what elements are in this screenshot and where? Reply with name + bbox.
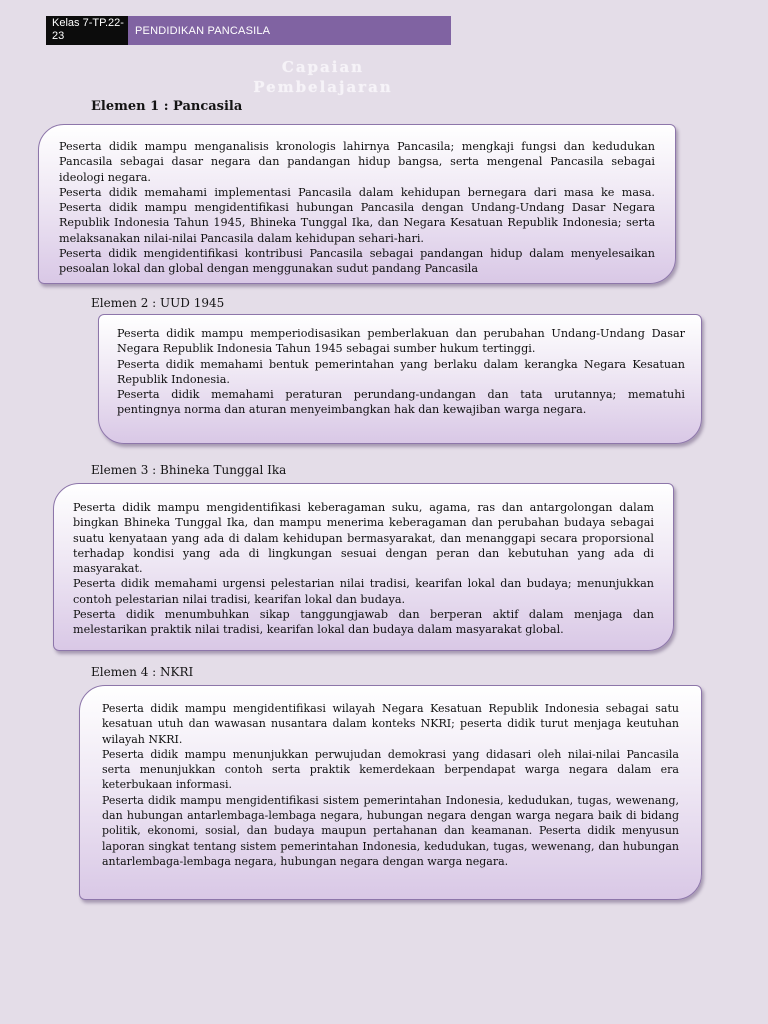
- element-3-box: [53, 483, 674, 651]
- element-2-paragraph: Peserta didik memahami bentuk pemerintahan yang berlaku dalam kerangka Negara Kesatuan Republik Indonesia.: [117, 357, 685, 386]
- element-1-paragraph: Peserta didik mampu menganalisis kronologis lahirnya Pancasila; mengkaji fungsi dan kedudukan Pancasila sebagai dasar negara dan pandangan hidup bangsa, serta mengenal Pancasila sebagai ideologi negara.: [59, 140, 655, 184]
- element-2-box: [98, 314, 702, 444]
- element-1-heading: Elemen 1 : Pancasila: [91, 99, 243, 114]
- element-3-paragraph: Peserta didik mampu mengidentifikasi keberagaman suku, agama, ras dan antargolongan dalam bingkan Bhineka Tunggal Ika, dan mampu menerima keberagaman dan perubahan budaya sebagai suatu kenyataan yang ada di dalam kehidupan bermasyarakat, dan menanggapi secara proporsional terhadap kondisi yang ada di lingkungan sesuai dengan peran dan kebutuhan yang ada di masyarakat.: [73, 501, 654, 576]
- element-3-heading: Elemen 3 : Bhineka Tunggal Ika: [91, 463, 287, 477]
- element-3-paragraph: Peserta didik memahami urgensi pelestarian nilai tradisi, kearifan lokal dan budaya; menunjukkan contoh pelestarian nilai tradisi, kearifan lokal dan budaya.: [73, 577, 654, 606]
- element-2-paragraph: Peserta didik memahami peraturan perundang-undangan dan tata urutannya; mematuhi pentingnya norma dan aturan menyeimbangkan hak dan kewajiban warga negara.: [117, 388, 685, 417]
- element-2-paragraph: Peserta didik mampu memperiodisasikan pemberlakuan dan perubahan Undang-Undang Dasar Negara Republik Indonesia Tahun 1945 sebagai sumber hukum tertinggi.: [117, 327, 685, 356]
- element-4-paragraph: Peserta didik mampu mengidentifikasi wilayah Negara Kesatuan Republik Indonesia sebagai satu kesatuan utuh dan wawasan nusantara dalam konteks NKRI; peserta didik turut menjaga keutuhan wilayah NKRI.: [102, 702, 679, 746]
- element-4-heading: Elemen 4 : NKRI: [91, 665, 194, 679]
- element-2-heading: Elemen 2 : UUD 1945: [91, 296, 225, 310]
- element-1-paragraph: Peserta didik mengidentifikasi kontribusi Pancasila sebagai pandangan hidup dalam menyelesaikan pesoalan lokal dan global dengan menggunakan sudut pandang Pancasila: [59, 247, 655, 276]
- class-label: Kelas 7-TP.22-23: [46, 16, 128, 45]
- element-4-paragraph: Peserta didik mampu mengidentifikasi sistem pemerintahan Indonesia, kedudukan, tugas, wewenang, dan hubungan antarlembaga-lembaga negara, hubungan negara dengan warga negara baik di bidang politik, ekonomi, sosial, dan budaya maupun pertahanan dan keamanan. Peserta didik menyusun laporan singkat tentang sistem pemerintahan Indonesia, kedudukan, tugas, wewenang, dan hubungan antarlembaga-lembaga negara, hubungan negara dengan warga negara.: [102, 793, 679, 868]
- element-4-paragraph: Peserta didik mampu menunjukkan perwujudan demokrasi yang didasari oleh nilai-nilai Pancasila serta menunjukkan contoh serta praktik kemerdekaan berpendapat warga negara dalam era keterbukaan informasi.: [102, 747, 679, 792]
- element-1-box: [38, 124, 676, 284]
- page-title: Capaian Pembelajaran: [253, 58, 393, 96]
- subject-banner: PENDIDIKAN PANCASILA: [128, 16, 451, 45]
- element-1-paragraph: Peserta didik memahami implementasi Pancasila dalam kehidupan bernegara dari masa ke masa. Peserta didik mampu mengidentifikasi hubungan Pancasila dengan Undang-Undang Dasar Negara Republik Indonesia Tahun 1945, Bhineka Tunggal Ika, dan Negara Kesatuan Republik Indonesia; serta melaksanakan nilai-nilai Pancasila dalam kehidupan sehari-hari.: [59, 185, 655, 245]
- element-3-paragraph: Peserta didik menumbuhkan sikap tanggungjawab dan berperan aktif dalam menjaga dan melestarikan praktik nilai tradisi, kearifan lokal dan budaya dalam masyarakat global.: [73, 608, 654, 637]
- element-4-box: [79, 685, 702, 900]
